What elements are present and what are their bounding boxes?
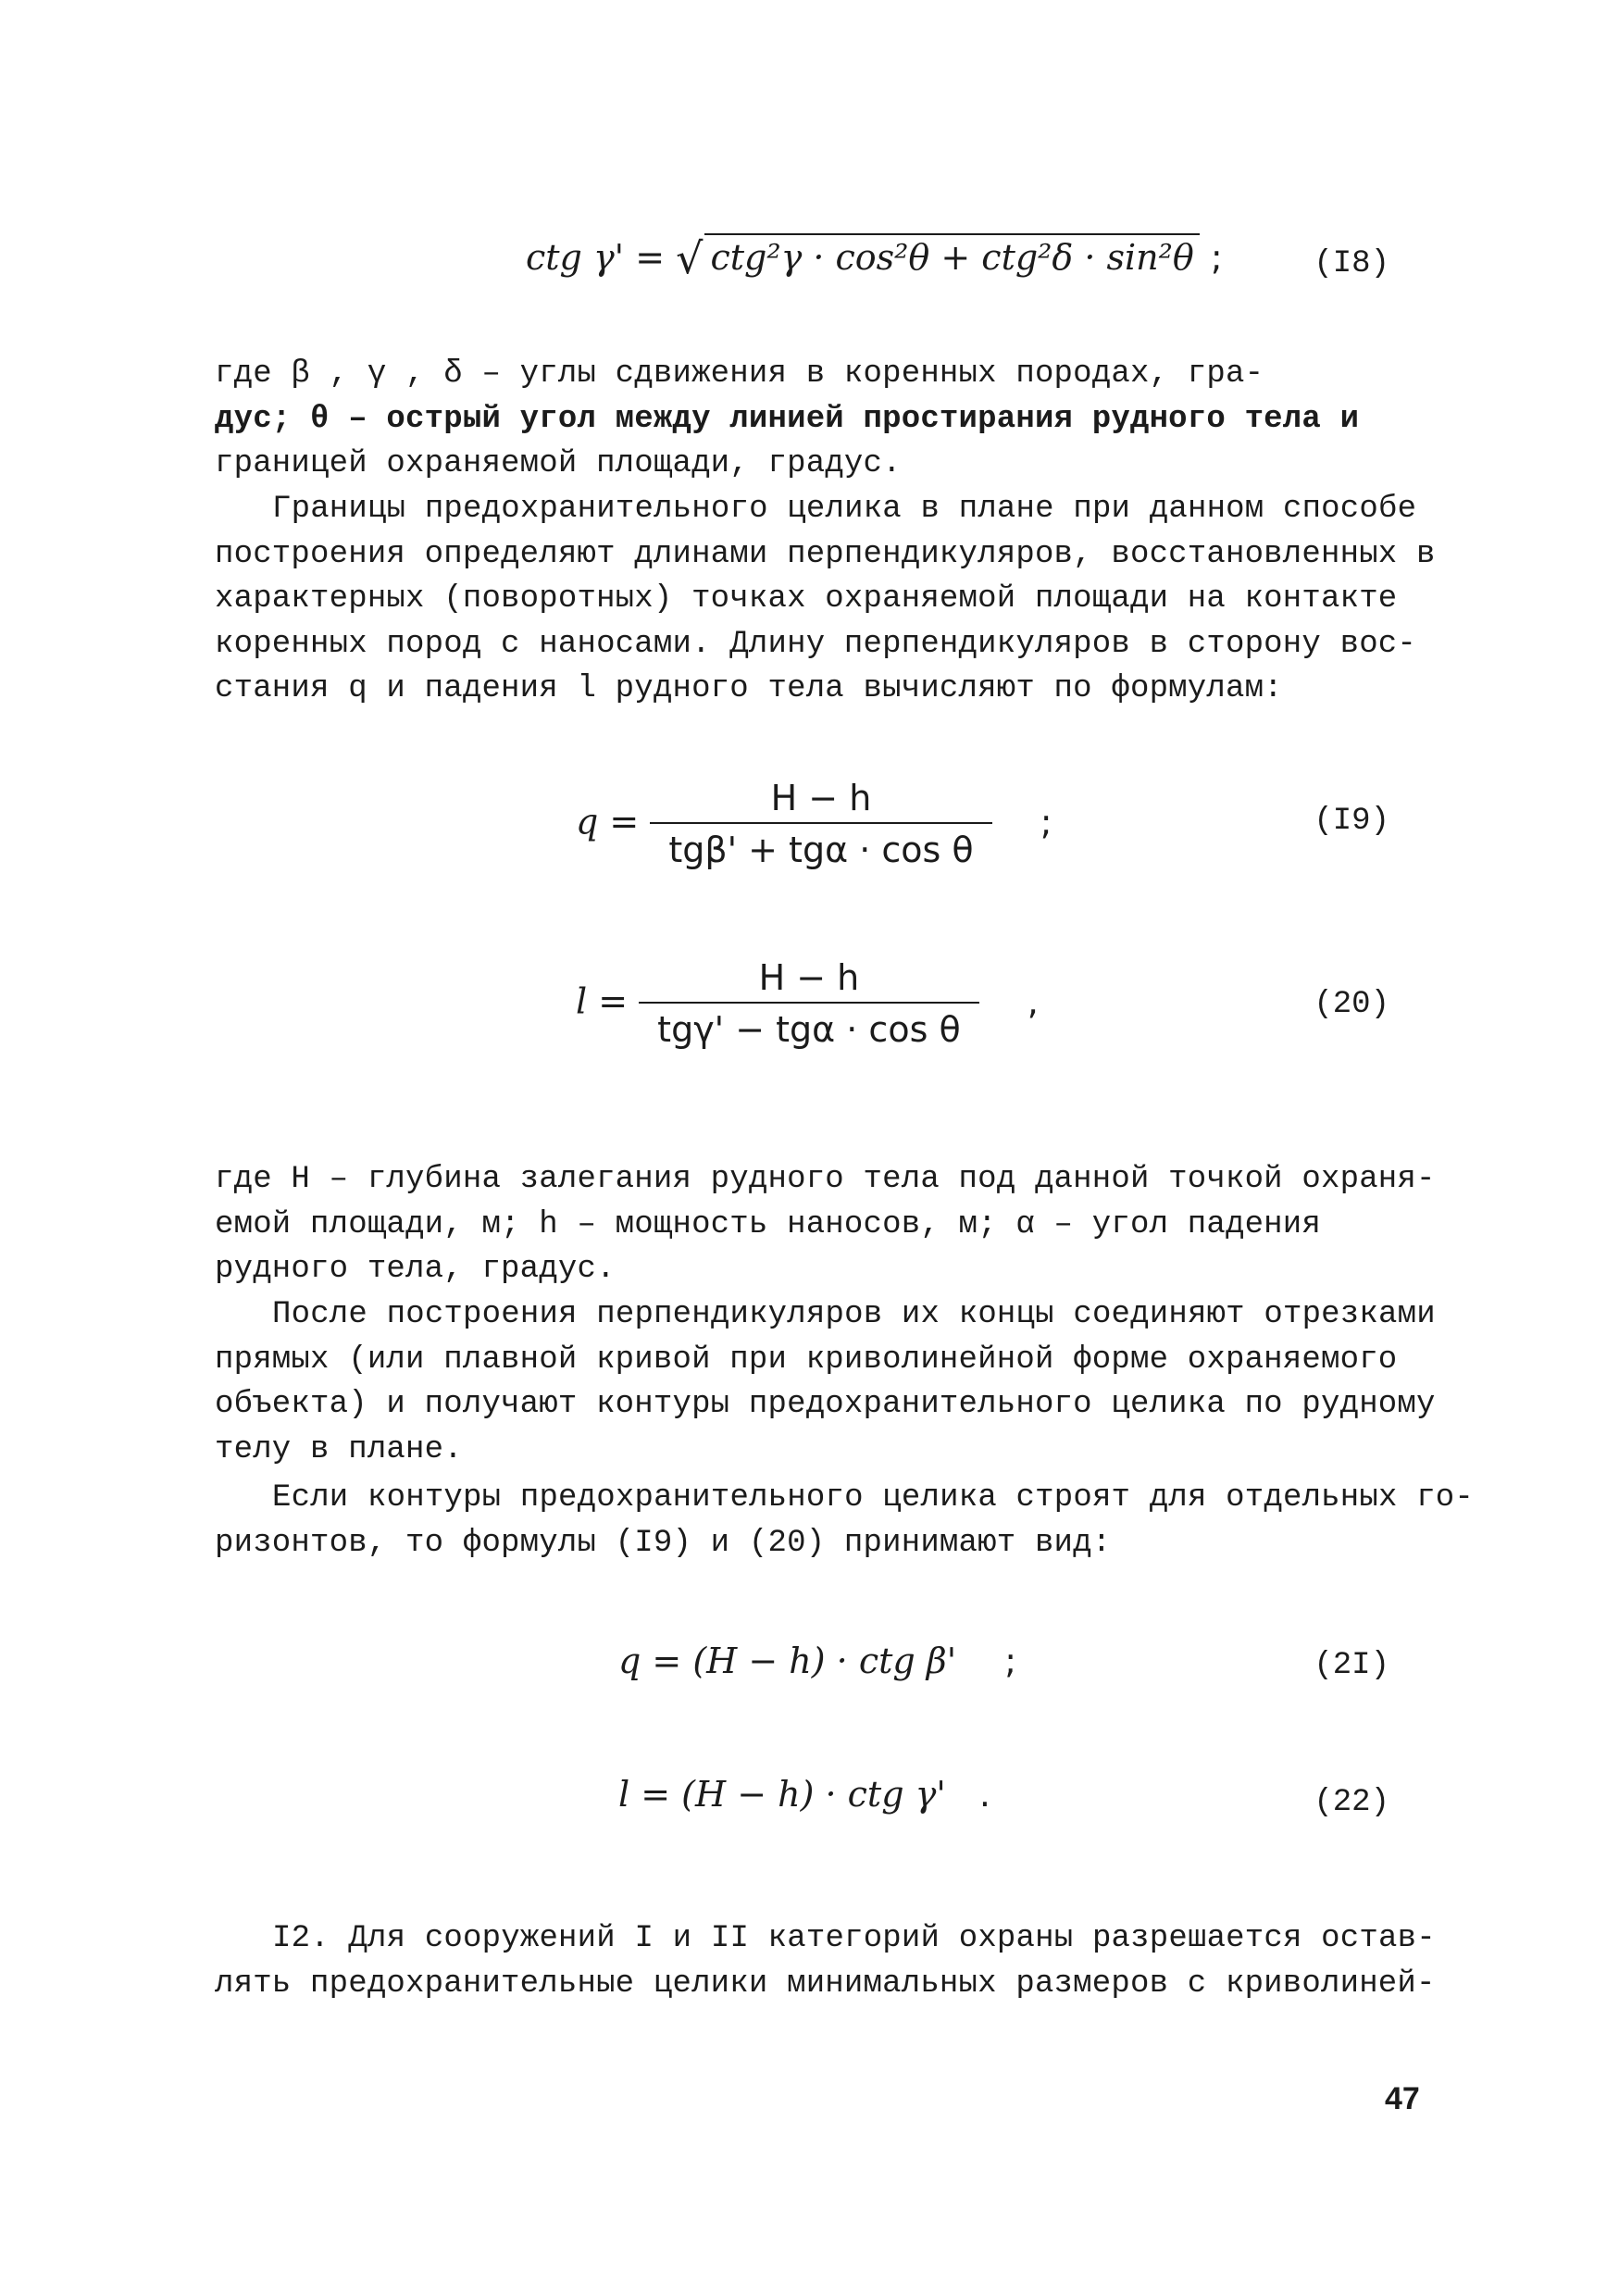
formula-19-denominator: tgβ' + tgα · cos θ: [668, 830, 974, 870]
paragraph-contours: [215, 1292, 1436, 1472]
text-line: Границы предохранительного целика в плане при данном способе: [272, 492, 1417, 527]
text-line: рудного тела, градус.: [215, 1252, 616, 1287]
formula-18-rhs: ctg²γ · cos²θ + ctg²δ · sin²θ: [704, 233, 1199, 278]
equation-number-19: (I9): [1314, 804, 1389, 839]
paragraph-angles: [215, 352, 1427, 487]
text-line: прямых (или плавной кривой при криволинейной форме охраняемого: [215, 1341, 1398, 1378]
text-line: коренных пород с наносами. Длину перпендикуляров в сторону вос-: [215, 626, 1417, 662]
equation-number-20: (20): [1314, 987, 1389, 1022]
formula-18-tail: ;: [1210, 237, 1223, 278]
formula-21: [618, 1641, 1016, 1681]
text-line: характерных (поворотных) точках охраняемой площади на контакте: [215, 581, 1398, 617]
formula-22: [618, 1774, 990, 1815]
text-line: стания q и падения l рудного тела вычисляют по формулам:: [215, 671, 1283, 706]
text-line: где β , γ , δ – углы сдвижения в коренных породах, гра-: [215, 356, 1264, 392]
square-root: √ ctg²γ · cos²θ + ctg²δ · sin²θ: [676, 233, 1200, 283]
formula-20-numerator: H − h: [639, 957, 979, 1004]
formula-20-tail: ,: [1027, 980, 1039, 1022]
equation-number-21: (2I): [1314, 1648, 1389, 1683]
page-number: 47: [1385, 2081, 1420, 2116]
text-line: построения определяют длинами перпендикуляров, восстановленных в: [215, 536, 1436, 572]
formula-18-lhs: ctg γ': [526, 237, 625, 278]
formula-20: l = $\frac{H - h}{\text{tgγ' − tgα · cos θ}}$ ,: [576, 957, 1039, 1050]
formula-19-tail: ;: [1040, 801, 1052, 842]
formula-20-denominator: tgγ' − tgα · cos θ: [657, 1009, 961, 1050]
text-line: лять предохранительные целики минимальных размеров с криволиней-: [215, 1965, 1436, 2002]
text-line: дус; θ – острый угол между линией простирания рудного тела и: [215, 401, 1360, 437]
text-line: ризонтов, то формулы (I9) и (20) принимают вид:: [215, 1525, 1112, 1561]
text-line: I2. Для сооружений I и II категорий охраны разрешается остав-: [272, 1921, 1436, 1956]
formula-19-lhs: q: [576, 801, 599, 842]
text-line: границей охраняемой площади, градус.: [215, 446, 902, 481]
paragraph-horizons: [215, 1476, 1475, 1566]
formula-20-lhs: l: [576, 980, 588, 1022]
formula-18: ctg γ' = √ ctg²γ · cos²θ + ctg²δ · sin²θ ;: [526, 233, 1223, 283]
formula-21-tail: ;: [1004, 1641, 1017, 1681]
formula-22-expr: l = (H − h) · ctg γ': [618, 1774, 946, 1815]
formula-21-expr: q = (H − h) · ctg β': [618, 1641, 957, 1681]
text-line: телу в плане.: [215, 1431, 463, 1467]
text-line: После построения перпендикуляров их концы соединяют отрезками: [272, 1297, 1436, 1332]
paragraph-definitions: [215, 1157, 1436, 1292]
text-line: Если контуры предохранительного целика строят для отдельных го-: [272, 1480, 1475, 1516]
formula-19: q = $\frac{H - h}{\text{tgβ' + tgα · cos θ}}$ ;: [576, 778, 1052, 870]
fraction: [650, 778, 991, 870]
formula-22-tail: .: [978, 1774, 990, 1815]
paragraph-section-12: [215, 1916, 1436, 2006]
formula-19-numerator: H − h: [650, 778, 991, 824]
text-line: объекта) и получают контуры предохранительного целика по рудному: [215, 1387, 1436, 1422]
equation-number-18: (I8): [1314, 246, 1389, 281]
paragraph-boundaries: [215, 487, 1436, 712]
text-line: где H – глубина залегания рудного тела под данной точкой охраня-: [215, 1162, 1436, 1197]
fraction: [639, 957, 979, 1050]
equation-number-22: (22): [1314, 1785, 1389, 1820]
text-line: емой площади, м; h – мощность наносов, м; α – угол падения: [215, 1206, 1321, 1242]
